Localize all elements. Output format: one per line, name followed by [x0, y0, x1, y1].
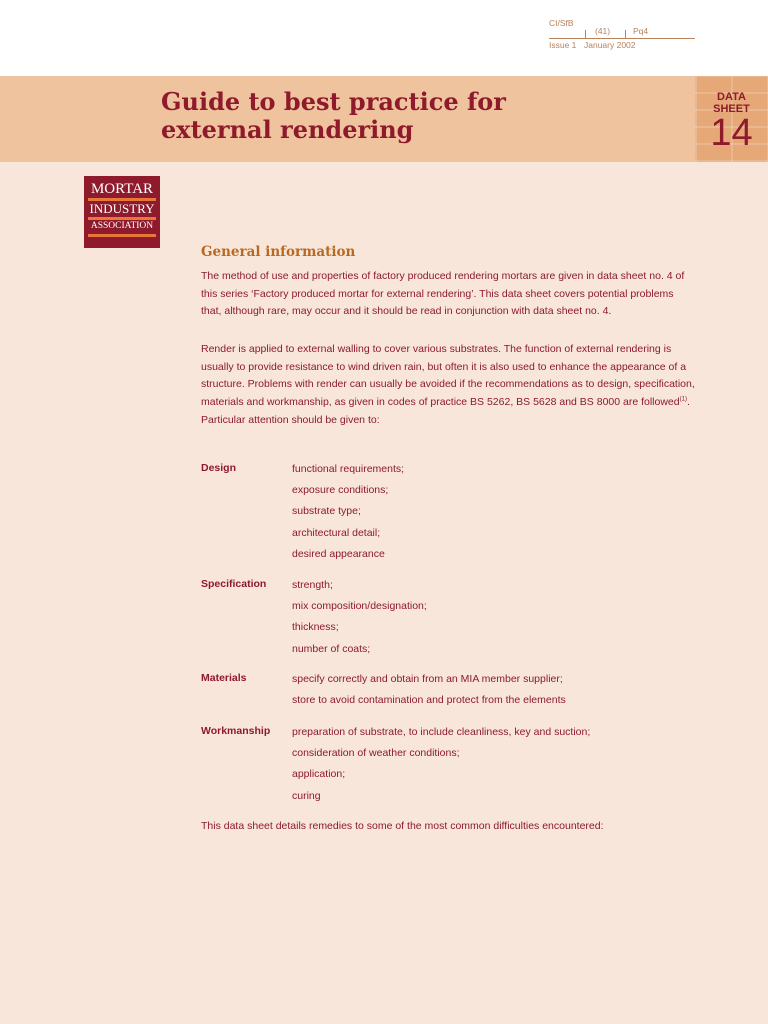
- group-label-specification: Specification: [201, 578, 267, 590]
- cisfb-divider: [625, 30, 626, 38]
- badge-line-2: SHEET: [713, 103, 750, 115]
- list-item: thickness;: [292, 621, 339, 634]
- list-item: preparation of substrate, to include cleanliness, key and suction;: [292, 726, 591, 738]
- section-heading: General information: [201, 244, 356, 260]
- group-items-materials: [292, 671, 566, 713]
- list-item: curing: [292, 789, 321, 802]
- data-sheet-badge: [695, 76, 768, 162]
- list-item: substrate type;: [292, 505, 361, 518]
- list-item: number of coats;: [292, 642, 371, 655]
- list-item: strength;: [292, 579, 333, 591]
- issue-number: Issue 1: [549, 40, 577, 50]
- group-items-design: [292, 461, 404, 567]
- render-paragraph-text-end: . Particular attention should be given to:: [201, 396, 690, 426]
- mia-logo: [84, 176, 160, 248]
- render-paragraph: [201, 341, 696, 430]
- title-line-1: Guide to best practice for: [161, 87, 506, 116]
- cisfb-code-1: (41): [595, 26, 611, 36]
- data-sheet-number: 14: [710, 112, 753, 154]
- cisfb-label: CI/SfB: [549, 18, 574, 28]
- list-item: consideration of weather conditions;: [292, 747, 460, 760]
- group-label-workmanship: Workmanship: [201, 725, 271, 737]
- logo-word-mortar: MORTAR: [90, 181, 154, 197]
- group-items-specification: [292, 577, 427, 662]
- cisfb-code-2: Pq4: [633, 26, 649, 36]
- title-line-2: external rendering: [161, 115, 414, 144]
- group-label-materials: Materials: [201, 672, 247, 684]
- logo-word-association: ASSOCIATION: [90, 221, 154, 231]
- reference-superscript: (1): [679, 396, 687, 403]
- intro-paragraph: The method of use and properties of factory produced rendering mortars are given in data sheet no. 4 of this series ‘Factory produced mortar for external rendering’. This data sheet covers potential problems that, although rare, may occur and it should be read in conjunction with data sheet no. 4.: [201, 270, 685, 318]
- list-item: application;: [292, 768, 346, 781]
- cisfb-classification: [549, 14, 695, 54]
- list-item: store to avoid contamination and protect from the elements: [292, 694, 566, 707]
- issue-date: January 2002: [584, 40, 636, 50]
- group-label-design: Design: [201, 462, 237, 474]
- page-title: [161, 88, 506, 144]
- cisfb-rule: [549, 38, 695, 39]
- list-item: mix composition/designation;: [292, 600, 427, 613]
- logo-word-industry: INDUSTRY: [89, 201, 155, 216]
- badge-line-1: DATA: [717, 91, 746, 103]
- list-item: desired appearance: [292, 547, 385, 560]
- list-item: exposure conditions;: [292, 484, 389, 497]
- group-items-workmanship: [292, 724, 590, 809]
- logo-bar: [88, 234, 156, 237]
- list-item: functional requirements;: [292, 463, 405, 475]
- list-item: specify correctly and obtain from an MIA member supplier;: [292, 673, 563, 685]
- render-paragraph-text: Render is applied to external walling to cover various substrates. The function of external rendering is usually to provide resistance to wind driven rain, but often it is also used to enhance the appearance of a structure. Problems with render can usually be avoided if the recommendations as to design, specification, materials and workmanship, as given in codes of practice BS 5262, BS 5628 and BS 8000 are followed: [201, 343, 695, 409]
- list-item: architectural detail;: [292, 526, 381, 539]
- closing-sentence: This data sheet details remedies to some of the most common difficulties encountered:: [201, 820, 604, 832]
- cisfb-divider: [585, 30, 586, 38]
